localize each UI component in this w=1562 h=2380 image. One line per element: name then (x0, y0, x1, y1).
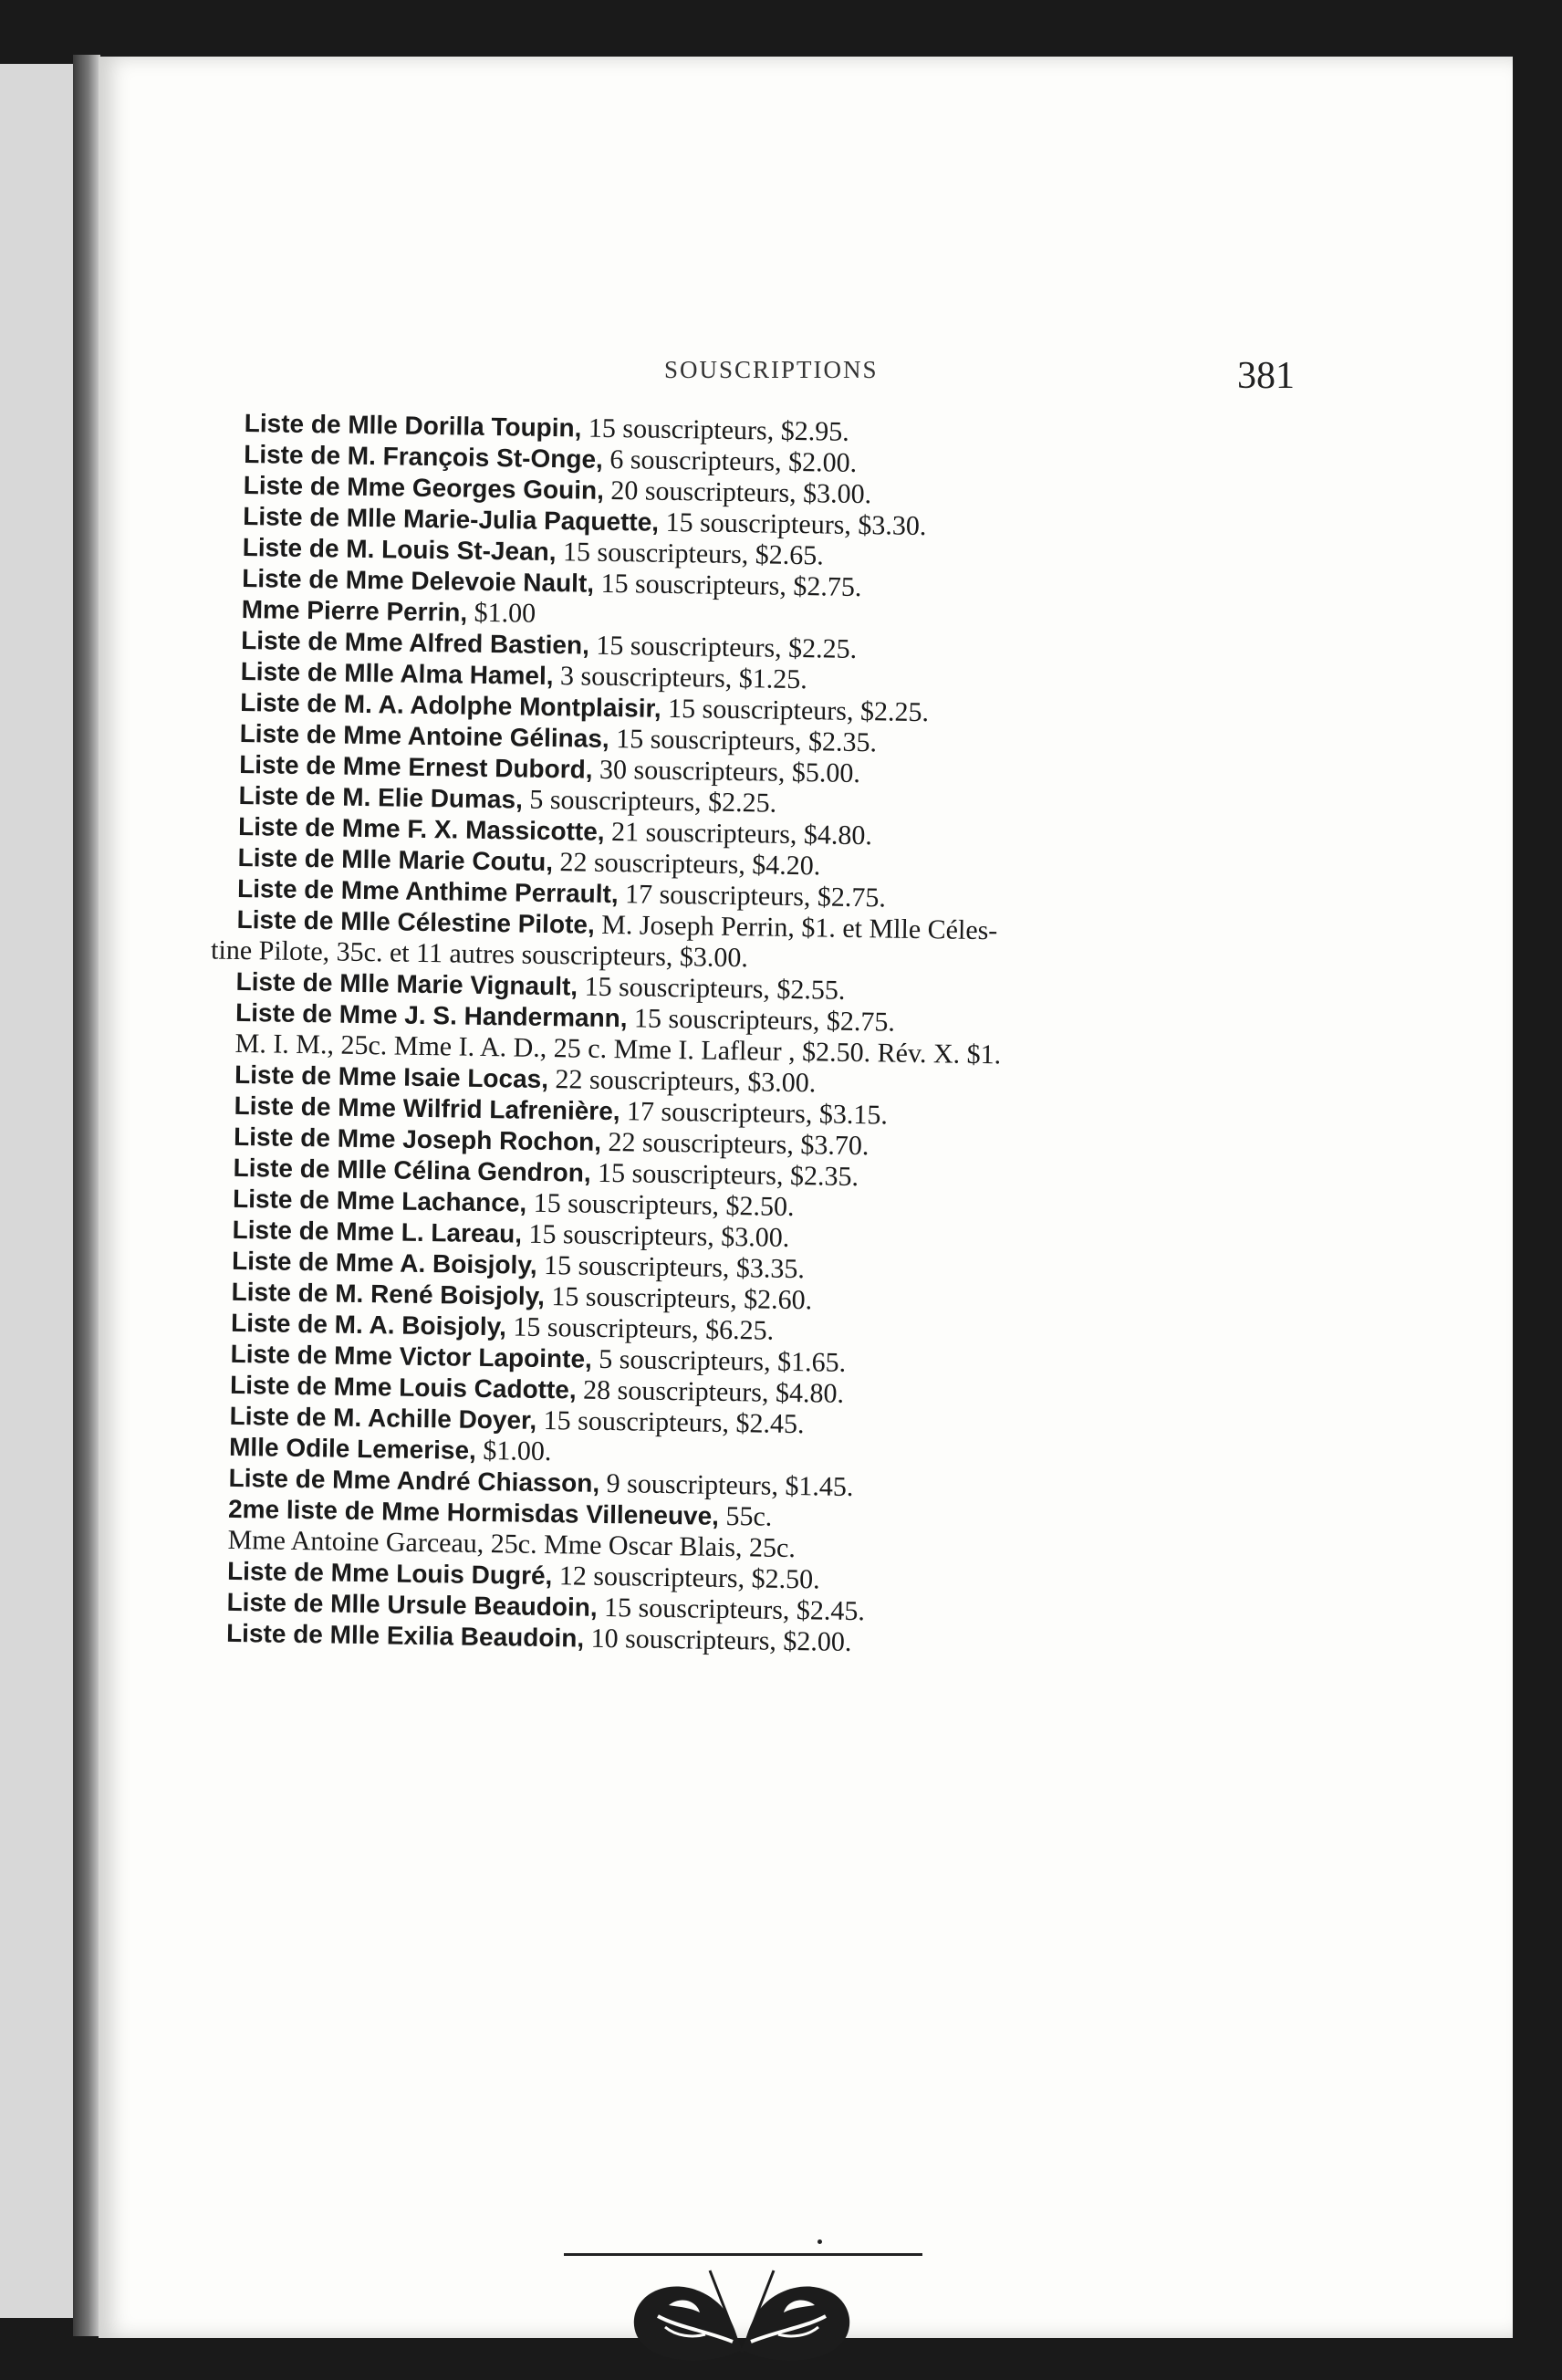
subscription-detail: 15 souscripteurs, $2.35. (609, 723, 878, 758)
book-page (99, 57, 1513, 2338)
subscription-list (210, 408, 1385, 1665)
subscriber-name: Liste de Mme F. X. Massicotte, (237, 811, 605, 846)
subscriber-name: Liste de Mlle Marie Vignault, (235, 966, 578, 1001)
subscription-detail: 21 souscripteurs, $4.80. (604, 816, 873, 851)
subscription-detail: 5 souscripteurs, $2.25. (522, 784, 777, 819)
subscriber-name: Mme Pierre Perrin, (241, 594, 468, 627)
subscriber-name: Liste de M. François St-Onge, (244, 439, 604, 474)
subscription-detail: M. I. M., 25c. Mme I. A. D., 25 c. Mme I. Lafleur , $2.50. Rév. X. $1. (234, 1028, 1002, 1070)
subscription-detail: 12 souscripteurs, $2.50. (552, 1561, 820, 1595)
subscription-detail: 15 souscripteurs, $2.50. (526, 1187, 795, 1223)
subscription-detail: 55c. (718, 1500, 773, 1532)
subscription-detail: $1.00. (475, 1435, 552, 1467)
subscription-detail: 15 souscripteurs, $2.45. (536, 1404, 805, 1440)
subscription-detail: 17 souscripteurs, $2.75. (618, 879, 887, 913)
subscription-detail: 6 souscripteurs, $2.00. (602, 444, 858, 478)
subscriber-name: Mlle Odile Lemerise, (228, 1432, 477, 1465)
subscriber-name: Liste de M. Achille Doyer, (229, 1401, 537, 1435)
subscriber-name: Liste de Mme Isaie Locas, (234, 1060, 549, 1094)
subscription-detail: M. Joseph Perrin, $1. et Mlle Céles- (594, 909, 998, 946)
subscriber-name: Liste de Mme Louis Dugré, (226, 1556, 553, 1591)
subscription-detail: 15 souscripteurs, $2.35. (590, 1157, 859, 1193)
subscriber-name: Liste de Mme Georges Gouin, (243, 470, 605, 505)
subscriber-name: Liste de Mlle Dorilla Toupin, (244, 408, 582, 443)
subscriber-name: Liste de Mme Anthime Perrault, (236, 873, 619, 909)
subscriber-name: Liste de M. Elie Dumas, (238, 780, 524, 814)
running-head: SOUSCRIPTIONS (664, 356, 879, 383)
subscription-detail: 15 souscripteurs, $2.25. (588, 630, 858, 664)
page-header (99, 294, 1513, 397)
subscription-detail: $1.00 (466, 597, 536, 629)
subscription-detail: 15 souscripteurs, $2.95. (581, 412, 849, 447)
subscription-detail: 15 souscripteurs, $3.30. (658, 506, 927, 542)
subscriber-name: Liste de Mme Joseph Rochon, (233, 1122, 602, 1156)
subscription-detail: 30 souscripteurs, $5.00. (592, 754, 861, 789)
subscriber-name: Liste de M. Louis St-Jean, (242, 532, 557, 567)
subscription-detail: 9 souscripteurs, $1.45. (599, 1467, 854, 1503)
subscription-detail: 15 souscripteurs, $2.25. (661, 693, 930, 728)
subscriber-name: Liste de Mme Antoine Gélinas, (239, 718, 609, 753)
subscription-detail: 15 souscripteurs, $6.25. (505, 1311, 775, 1346)
subscriber-name: Liste de Mme Alfred Bastien, (240, 625, 590, 660)
subscriber-name: 2me liste de Mme Hormisdas Villeneuve, (227, 1494, 720, 1530)
subscriber-name: Liste de Mme Louis Cadotte, (229, 1370, 577, 1404)
subscription-detail: 20 souscripteurs, $3.00. (603, 475, 872, 510)
subscriber-name: Liste de M. A. Adolphe Montplaisir, (239, 687, 661, 723)
subscriber-name: Liste de Mme A. Boisjoly, (231, 1246, 537, 1279)
subscriber-name: Liste de Mme J. S. Handermann, (234, 997, 628, 1033)
ornament-rule (564, 2253, 922, 2256)
subscription-detail: 28 souscripteurs, $4.80. (576, 1374, 845, 1409)
ink-speck (817, 2239, 822, 2244)
subscription-detail: 22 souscripteurs, $3.70. (600, 1126, 870, 1162)
subscriber-name: Liste de Mme Wilfrid Lafrenière, (234, 1091, 620, 1126)
subscription-detail: 15 souscripteurs, $2.45. (597, 1592, 866, 1627)
subscriber-name: Liste de M. René Boisjoly, (231, 1277, 546, 1310)
book-binding (73, 55, 100, 2336)
leaf-ornament-icon (605, 2263, 879, 2373)
facing-page-edge (0, 64, 73, 2318)
subscriber-name: Liste de Mme L. Lareau, (232, 1215, 523, 1248)
subscription-detail: 15 souscripteurs, $2.75. (593, 568, 862, 603)
subscription-detail: 15 souscripteurs, $3.00. (521, 1218, 790, 1253)
subscription-detail: 22 souscripteurs, $4.20. (552, 847, 821, 882)
subscriber-name: Liste de Mlle Exilia Beaudoin, (225, 1618, 585, 1653)
list-item-continuation: tine Pilote, 35c. et 11 autres souscripteurs, $3.00. (210, 934, 749, 974)
subscriber-name: Liste de Mlle Marie-Julia Paquette, (243, 501, 660, 537)
subscriber-name: Liste de Mlle Ursule Beaudoin, (226, 1587, 598, 1622)
subscriber-name: Liste de Mlle Célestine Pilote, (236, 904, 595, 939)
subscription-detail: 15 souscripteurs, $2.60. (544, 1280, 813, 1316)
subscriber-name: Liste de M. A. Boisjoly, (230, 1308, 507, 1341)
subscription-detail: 15 souscripteurs, $2.65. (556, 537, 825, 571)
subscriber-name: Liste de Mme Lachance, (232, 1184, 527, 1217)
subscription-detail: 15 souscripteurs, $3.35. (536, 1249, 806, 1285)
subscription-detail: 15 souscripteurs, $2.55. (577, 971, 846, 1006)
subscriber-name: Liste de Mlle Célina Gendron, (233, 1153, 591, 1187)
subscription-detail: 5 souscripteurs, $1.65. (591, 1343, 847, 1378)
page-number: 381 (1237, 355, 1295, 397)
subscriber-name: Liste de Mme Ernest Dubord, (238, 749, 593, 784)
subscriber-name: Liste de Mlle Marie Coutu, (237, 842, 554, 877)
subscription-detail: 15 souscripteurs, $2.75. (627, 1003, 896, 1038)
subscription-detail: 3 souscripteurs, $1.25. (553, 661, 808, 695)
subscriber-name: Liste de Mme André Chiasson, (228, 1463, 600, 1498)
subscription-detail: 10 souscripteurs, $2.00. (583, 1623, 852, 1658)
subscription-detail: 17 souscripteurs, $3.15. (620, 1096, 889, 1131)
subscriber-name: Liste de Mme Victor Lapointe, (230, 1339, 593, 1373)
subscriber-name: Liste de Mme Delevoie Nault, (242, 563, 595, 598)
subscription-detail: 22 souscripteurs, $3.00. (547, 1064, 817, 1099)
subscription-detail: Mme Antoine Garceau, 25c. Mme Oscar Blais, 25c. (227, 1524, 797, 1564)
subscriber-name: Liste de Mlle Alma Hamel, (240, 656, 554, 691)
